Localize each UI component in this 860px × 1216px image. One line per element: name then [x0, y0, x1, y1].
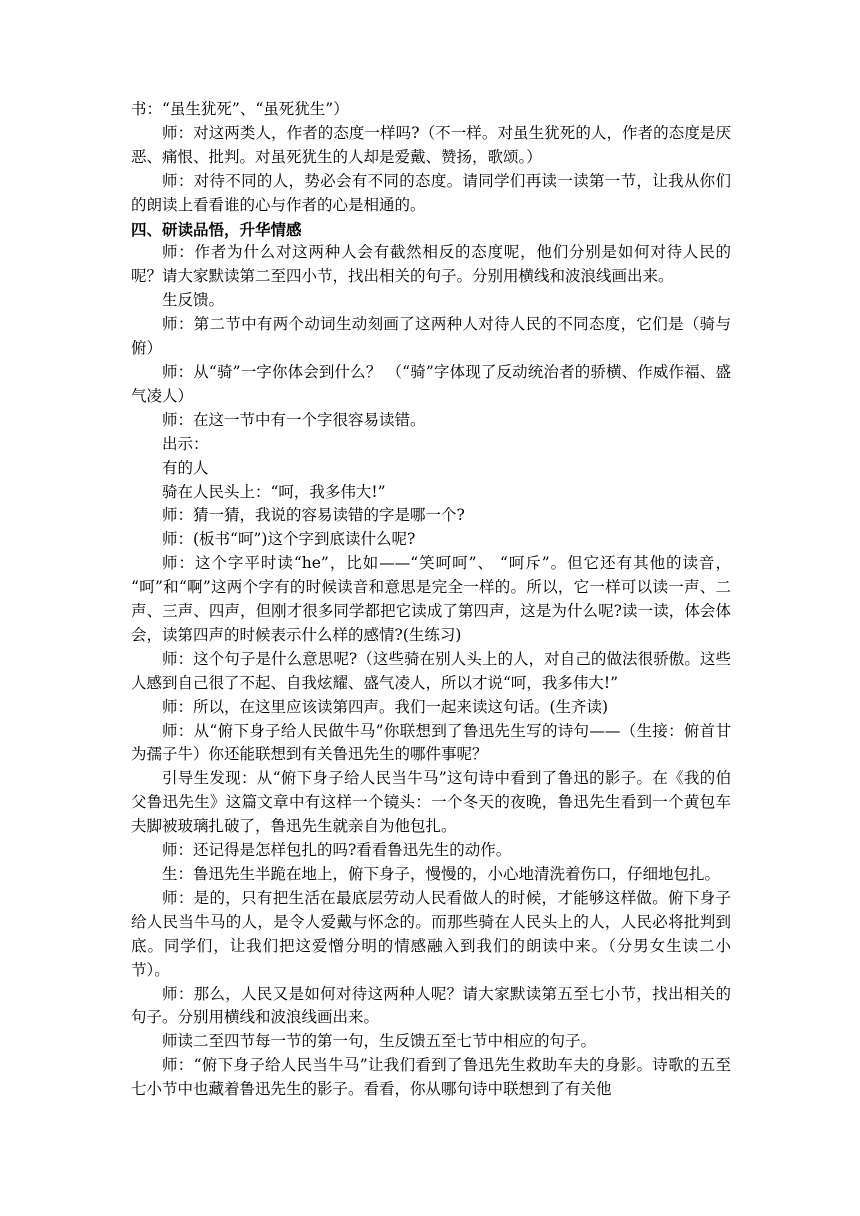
paragraph: 师：那么，人民又是如何对待这两种人呢？请大家默读第五至七小节，找出相关的句子。分别用横线和波浪线画出来。	[131, 984, 731, 1027]
document-page	[131, 98, 731, 1102]
paragraph: 师：所以，在这里应该读第四声。我们一起来读这句话。(生齐读)	[162, 697, 609, 716]
paragraph: 生：鲁迅先生半跪在地上，俯下身子，慢慢的，小心地清洗着伤口，仔细地包扎。	[162, 865, 721, 883]
paragraph: 生反馈。	[162, 291, 225, 310]
paragraph: 师：从“骑”一字你体会到什么？ （“骑”字体现了反动统治者的骄横、作威作福、盛气凌人）	[131, 362, 731, 405]
paragraph: 引导生发现：从“俯下身子给人民当牛马”这句诗中看到了鲁迅的影子。在《我的伯父鲁迅先生》这篇文章中有这样一个镜头：一个冬天的夜晚，鲁迅先生看到一个黄包车夫脚被玻璃扎破了，鲁迅先生就亲自为他包扎。	[131, 769, 731, 836]
paragraph: 师：这个字平时读“he”，比如——“笑呵呵”、 “呵斥”。但它还有其他的读音， “呵”和“啊”这两个字有的时候读音和意思是完全一样的。所以，它一样可以读一声、二声、三声、四声，但刚才很多同学都把它读成了第四声，这是为什么呢?读一读，体会体会，读第四声的时候表示什么样的感情?(生练习)	[131, 554, 731, 644]
paragraph: 师读二至四节每一节的第一句，生反馈五至七节中相应的句子。	[162, 1032, 597, 1051]
section-heading: 四、研读品悟，升华情感	[131, 219, 302, 239]
paragraph: 出示：	[162, 434, 209, 453]
paragraph: 师：在这一节中有一个字很容易读错。	[162, 410, 426, 429]
poem-line: 骑在人民头上：“呵，我多伟大!”	[162, 482, 386, 501]
paragraph: 师：对这两类人，作者的态度一样吗?（不一样。对虽生犹死的人，作者的态度是厌恶、痛恨、批判。对虽死犹生的人却是爱戴、赞扬，歌颂。）	[131, 123, 731, 166]
paragraph: 师：第二节中有两个动词生动刻画了这两种人对待人民的不同态度，它们是（骑与俯）	[131, 315, 731, 358]
paragraph: 书：“虽生犹死”、“虽死犹生”）	[131, 100, 349, 118]
paragraph: 师：(板书“呵”)这个字到底读什么呢?	[162, 530, 416, 549]
paragraph: 师：对待不同的人，势必会有不同的态度。请同学们再读一读第一节，让我从你们的朗读上看看谁的心与作者的心是相通的。	[131, 171, 731, 214]
paragraph: 师：是的，只有把生活在最底层劳动人民看做人的时候，才能够这样做。俯下身子给人民当牛马的人，是令人爱戴与怀念的。而那些骑在人民头上的人，人民必将批判到底。同学们，让我们把这爱憎分明的情感融入到我们的朗读中来。（分男女生读二小节）。	[131, 888, 731, 979]
paragraph: 师：猜一猜，我说的容易读错的字是哪一个?	[162, 506, 465, 525]
paragraph: 师：“俯下身子给人民当牛马”让我们看到了鲁迅先生救助车夫的身影。诗歌的五至七小节中也藏着鲁迅先生的影子。看看，你从哪句诗中联想到了有关他	[131, 1056, 731, 1099]
paragraph: 师：从“俯下身子给人民做牛马”你联想到了鲁迅先生写的诗句——（生接：俯首甘为孺子牛）你还能联想到有关鲁迅先生的哪件事呢？	[131, 721, 731, 764]
paragraph: 师：这个句子是什么意思呢?（这些骑在别人头上的人，对自己的做法很骄傲。这些人感到自己很了不起、自我炫耀、盛气凌人，所以才说“呵，我多伟大!”	[131, 649, 731, 692]
poem-line: 有的人	[162, 458, 209, 477]
paragraph: 师：还记得是怎样包扎的吗?看看鲁迅先生的动作。	[162, 841, 512, 860]
paragraph: 师：作者为什么对这两种人会有截然相反的态度呢，他们分别是如何对待人民的呢？请大家默读第二至四小节，找出相关的句子。分别用横线和波浪线画出来。	[131, 243, 731, 286]
